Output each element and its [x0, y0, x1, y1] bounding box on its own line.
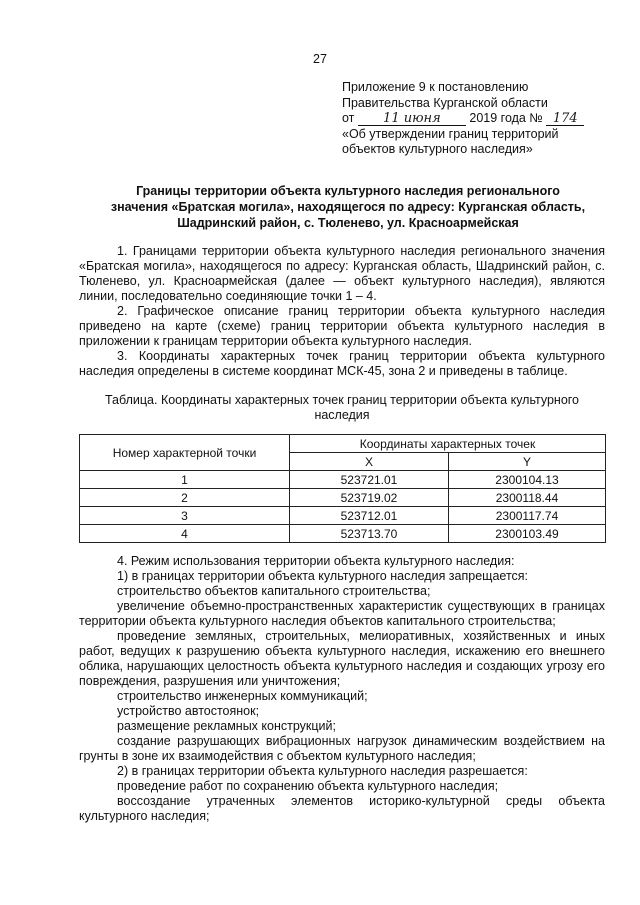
header-y: Y: [449, 453, 606, 471]
list-item: проведение работ по сохранению объекта культурного наследия;: [117, 779, 499, 793]
list-item: размещение рекламных конструкций;: [117, 719, 336, 733]
page-number: 27: [313, 52, 327, 66]
cell-point: 2: [80, 489, 290, 507]
coordinates-table: [79, 434, 606, 543]
table-row: [80, 489, 606, 507]
appendix-date-line: [342, 111, 612, 127]
cell-point: 1: [80, 471, 290, 489]
cell-x: 523719.02: [290, 489, 449, 507]
appendix-block: [342, 80, 612, 158]
list-item: создание разрушающих вибрационных нагрузок динамическим воздействием на грунты в зоне их взаимодействия с объектом культурного наследия;: [79, 734, 605, 763]
table-caption: [79, 393, 605, 423]
paragraph-3: 3. Координаты характерных точек границ территории объекта культурного наследия определены в системе координат МСК-45, зона 2 и приведены в таблице.: [79, 349, 605, 378]
appendix-from: от: [342, 111, 355, 125]
regime-item-allowed-heading: 2) в границах территории объекта культурного наследия разрешается:: [117, 764, 528, 778]
title-line-3: Шадринский район, с. Тюленево, ул. Красноармейская: [177, 216, 519, 230]
list-item: строительство инженерных коммуникаций;: [117, 689, 368, 703]
title-line-1: Границы территории объекта культурного наследия регионального: [136, 184, 560, 198]
appendix-line-2: Правительства Курганской области: [342, 95, 548, 110]
cell-x: 523712.01: [290, 507, 449, 525]
regime-list: [79, 554, 605, 824]
header-coordinates: Координаты характерных точек: [290, 435, 606, 453]
paragraph-2: 2. Графическое описание границ территории объекта культурного наследия приведено на карте (схеме) границ территории объекта культурного наследия в приложении к границам территории объекта культурного наследия.: [79, 304, 605, 348]
handwritten-date-text: 11 июня: [383, 111, 441, 126]
cell-y: 2300103.49: [449, 525, 606, 543]
list-item: воссоздание утраченных элементов историко-культурной среды объекта культурного наследия;: [79, 794, 605, 823]
cell-point: 3: [80, 507, 290, 525]
appendix-line-1: Приложение 9 к постановлению: [342, 80, 529, 94]
cell-x: 523713.70: [290, 525, 449, 543]
cell-y: 2300118.44: [449, 489, 606, 507]
table-row: [80, 507, 606, 525]
table-caption-line-1: Таблица. Координаты характерных точек границ территории объекта культурного: [104, 393, 580, 407]
handwritten-number-text: 174: [552, 111, 578, 126]
handwritten-date: [358, 112, 466, 126]
header-x: X: [290, 453, 449, 471]
document-title: [88, 183, 608, 231]
handwritten-number: [546, 112, 584, 126]
appendix-line-5: объектов культурного наследия»: [342, 142, 533, 156]
list-item: строительство объектов капитального строительства;: [117, 584, 431, 598]
header-point-number: Номер характерной точки: [80, 435, 290, 471]
cell-point: 4: [80, 525, 290, 543]
list-item: увеличение объемно-пространственных характеристик существующих в границах территории объекта культурного наследия объектов капитального строительства;: [79, 599, 605, 628]
paragraph-1: 1. Границами территории объекта культурного наследия регионального значения «Братская могила», находящегося по адресу: Курганская область, Шадринский район, с. Тюленево, ул. Красноармейская (далее — объект культурного наследия), являются линии, последовательно соединяющие точки 1 – 4.: [79, 244, 605, 303]
cell-x: 523721.01: [290, 471, 449, 489]
appendix-year: 2019 года №: [469, 111, 543, 125]
table-row: [80, 525, 606, 543]
list-item: проведение земляных, строительных, мелиоративных, хозяйственных и иных работ, ведущих к разрушению объекта культурного наследия, искажению его внешнего облика, нарушающих целостность объекта культурного наследия и создающих угрозу его повреждения, разрушения или уничтожения;: [79, 629, 605, 688]
regime-item-heading: 4. Режим использования территории объекта культурного наследия:: [117, 554, 515, 568]
appendix-line-4: «Об утверждении границ территорий: [342, 126, 559, 141]
list-item: устройство автостоянок;: [117, 704, 260, 718]
title-line-2: значения «Братская могила», находящегося по адресу: Курганская область,: [110, 200, 586, 214]
table-caption-line-2: наследия: [314, 408, 370, 422]
table-row: [80, 471, 606, 489]
cell-y: 2300117.74: [449, 507, 606, 525]
cell-y: 2300104.13: [449, 471, 606, 489]
regime-item-prohibited-heading: 1) в границах территории объекта культурного наследия запрещается:: [117, 569, 529, 583]
